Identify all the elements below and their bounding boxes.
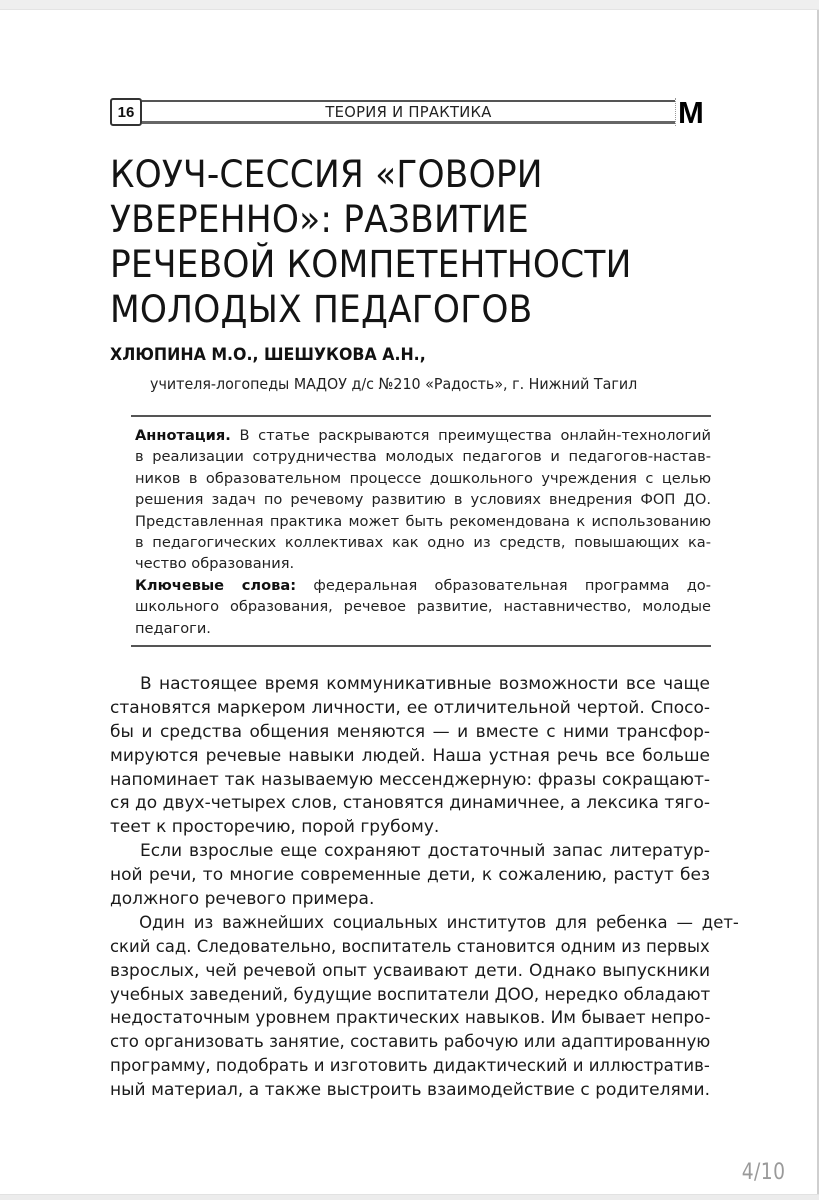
author-affiliation: учителя-логопеды МАДОУ д/с №210 «Радость», г. Нижний Тагил bbox=[150, 375, 638, 393]
abstract-line: решения задач по речевому развитию в условиях внедрения ФОП ДО. bbox=[135, 491, 711, 509]
keywords-line: школьного образования, речевое развитие, наставничество, молодые bbox=[135, 598, 711, 616]
body-line: ский сад. Следовательно, воспитатель становится одним из первых bbox=[110, 936, 710, 957]
abstract-top-rule bbox=[131, 415, 711, 417]
abstract-line: Аннотация. В статье раскрываются преимущества онлайн-технологий bbox=[135, 427, 711, 444]
viewer-bottom-bar bbox=[0, 1194, 819, 1200]
body-line: сто организовать занятие, составить рабочую или адаптированную bbox=[110, 1032, 711, 1053]
page-indicator: 4/10 bbox=[741, 1160, 785, 1185]
keywords-line: педагоги. bbox=[135, 619, 211, 637]
body-line: напоминает так называемую мессенджерную: фразы сокращают- bbox=[110, 769, 710, 790]
page-number: 16 bbox=[117, 103, 135, 121]
title-line: МОЛОДЫХ ПЕДАГОГОВ bbox=[110, 288, 533, 331]
section-title: ТЕОРИЯ И ПРАКТИКА bbox=[325, 102, 492, 121]
body-line: ный материал, а также выстроить взаимодействие с родителями. bbox=[110, 1080, 710, 1101]
body-line: Если взрослые еще сохраняют достаточный запас литератур- bbox=[140, 841, 710, 862]
body-line: программу, подобрать и изготовить дидактический и иллюстратив- bbox=[110, 1056, 710, 1077]
section-header-bar bbox=[142, 100, 675, 124]
title-line: РЕЧЕВОЙ КОМПЕТЕНТНОСТИ bbox=[110, 243, 632, 286]
body-line: становятся маркером личности, ее отличительной чертой. Спосо- bbox=[110, 697, 710, 718]
body-line: недостаточным уровнем практических навыков. Им бывает непро- bbox=[110, 1008, 711, 1029]
abstract-line: в педагогических коллективах как одно из средств, повышающих ка- bbox=[135, 534, 711, 552]
body-line: должного речевого примера. bbox=[110, 889, 375, 910]
abstract-line: Представленная практика может быть рекомендована к использованию bbox=[135, 512, 711, 530]
body-line: ной речи, то многие современные дети, к сожалению, растут без bbox=[110, 865, 710, 886]
body-line: теет к просторечию, порой грубому. bbox=[110, 817, 440, 838]
body-line: бы и средства общения меняются — и вместе с ними трансфор- bbox=[110, 721, 710, 742]
body-line: Один из важнейших социальных институтов для ребенка — дет- bbox=[139, 912, 739, 933]
title-line: УВЕРЕННО»: РАЗВИТИЕ bbox=[110, 198, 529, 241]
title-line: КОУЧ-СЕССИЯ «ГОВОРИ bbox=[110, 153, 543, 196]
article-body bbox=[110, 673, 739, 1103]
body-paragraph bbox=[110, 840, 710, 912]
abstract-block bbox=[135, 425, 711, 639]
body-line: учебных заведений, будущие воспитатели ДОО, нередко обладают bbox=[110, 984, 711, 1005]
body-line: мируются речевые навыки людей. Наша устная речь все больше bbox=[110, 745, 710, 766]
article-title bbox=[110, 152, 710, 332]
abstract-line: в реализации сотрудничества молодых педагогов и педагогов-настав- bbox=[135, 448, 711, 466]
keywords-label: Ключевые слова: bbox=[135, 576, 297, 594]
body-line: взрослых, чей речевой опыт усваивают дети. Однако выпускники bbox=[110, 960, 710, 981]
abstract-bottom-rule bbox=[131, 645, 711, 647]
running-header bbox=[110, 95, 710, 130]
body-paragraph bbox=[110, 912, 739, 1103]
keywords-line: Ключевые слова: федеральная образовательная программа до- bbox=[135, 576, 711, 594]
viewer-top-bar bbox=[0, 0, 819, 10]
body-paragraph bbox=[110, 673, 710, 840]
abstract-label: Аннотация. bbox=[135, 427, 231, 444]
body-line: ся до двух-четырех слов, становятся динамичнее, а лексика тяго- bbox=[110, 793, 710, 814]
page-number-box bbox=[110, 98, 142, 126]
abstract-line: чество образования. bbox=[135, 555, 295, 573]
body-line: В настоящее время коммуникативные возможности все чаще bbox=[140, 674, 710, 694]
journal-logo-icon: М bbox=[678, 95, 703, 130]
article-authors: ХЛЮПИНА М.О., ШЕШУКОВА А.Н., bbox=[110, 345, 426, 365]
abstract-line: ников в образовательном процессе дошкольного учреждения с целью bbox=[135, 469, 711, 487]
